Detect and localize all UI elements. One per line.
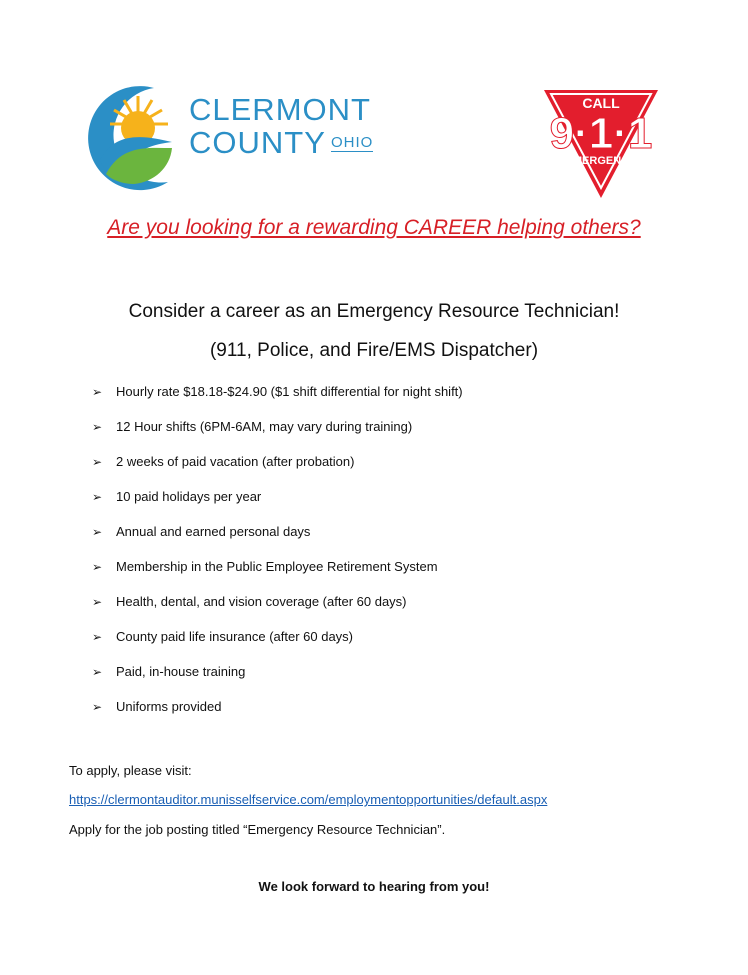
benefit-text: County paid life insurance (after 60 days) bbox=[116, 629, 354, 644]
arrowhead-bullet-icon: ➢ bbox=[92, 419, 103, 434]
list-item bbox=[92, 654, 463, 689]
arrowhead-bullet-icon: ➢ bbox=[92, 699, 103, 714]
arrowhead-bullet-icon: ➢ bbox=[92, 629, 103, 644]
list-item bbox=[92, 514, 463, 549]
subheading-roles: (911, Police, and Fire/EMS Dispatcher) bbox=[209, 340, 539, 361]
clermont-sun-hills-icon bbox=[76, 78, 186, 196]
list-item bbox=[92, 374, 463, 409]
arrowhead-bullet-icon: ➢ bbox=[92, 594, 103, 609]
benefits-list bbox=[92, 374, 463, 724]
benefit-text: Annual and earned personal days bbox=[116, 524, 311, 539]
arrowhead-bullet-icon: ➢ bbox=[92, 524, 103, 539]
list-item bbox=[92, 619, 463, 654]
benefit-text: Health, dental, and vision coverage (after 60 days) bbox=[116, 594, 407, 609]
list-item bbox=[92, 444, 463, 479]
call-911-number: 9·1·1 bbox=[549, 109, 653, 158]
call-911-bottom: EMERGENCY bbox=[565, 155, 637, 167]
list-item bbox=[92, 584, 463, 619]
apply-intro: To apply, please visit: bbox=[69, 763, 192, 778]
headline: Are you looking for a rewarding CAREER helping others? bbox=[107, 216, 641, 239]
benefit-text: Paid, in-house training bbox=[116, 664, 246, 679]
arrowhead-bullet-icon: ➢ bbox=[92, 384, 103, 399]
benefit-text: Membership in the Public Employee Retirement System bbox=[116, 559, 438, 574]
clermont-logo-line1: CLERMONT bbox=[189, 92, 371, 127]
benefit-text: Hourly rate $18.18-$24.90 ($1 shift differential for night shift) bbox=[116, 384, 463, 399]
list-item bbox=[92, 409, 463, 444]
call-911-top: CALL bbox=[582, 95, 620, 111]
apply-instruction: Apply for the job posting titled “Emergency Resource Technician”. bbox=[69, 822, 446, 837]
clermont-logo-line2: COUNTY bbox=[189, 125, 326, 160]
list-item bbox=[92, 689, 463, 724]
benefit-text: 10 paid holidays per year bbox=[116, 489, 262, 504]
arrowhead-bullet-icon: ➢ bbox=[92, 489, 103, 504]
arrowhead-bullet-icon: ➢ bbox=[92, 664, 103, 679]
clermont-county-logo bbox=[76, 78, 396, 196]
arrowhead-bullet-icon: ➢ bbox=[92, 454, 103, 469]
clermont-logo-state: OHIO bbox=[331, 134, 374, 151]
closing-message: We look forward to hearing from you! bbox=[258, 879, 490, 894]
call-911-logo bbox=[542, 88, 660, 200]
subheading-career: Consider a career as an Emergency Resource Technician! bbox=[128, 301, 620, 322]
arrowhead-bullet-icon: ➢ bbox=[92, 559, 103, 574]
benefit-text: Uniforms provided bbox=[116, 699, 222, 714]
benefit-text: 12 Hour shifts (6PM-6AM, may vary during training) bbox=[116, 419, 413, 434]
list-item bbox=[92, 549, 463, 584]
list-item bbox=[92, 479, 463, 514]
apply-link[interactable]: https://clermontauditor.munisselfservice.com/employmentopportunities/default.aspx bbox=[69, 792, 548, 807]
benefit-text: 2 weeks of paid vacation (after probation) bbox=[116, 454, 355, 469]
